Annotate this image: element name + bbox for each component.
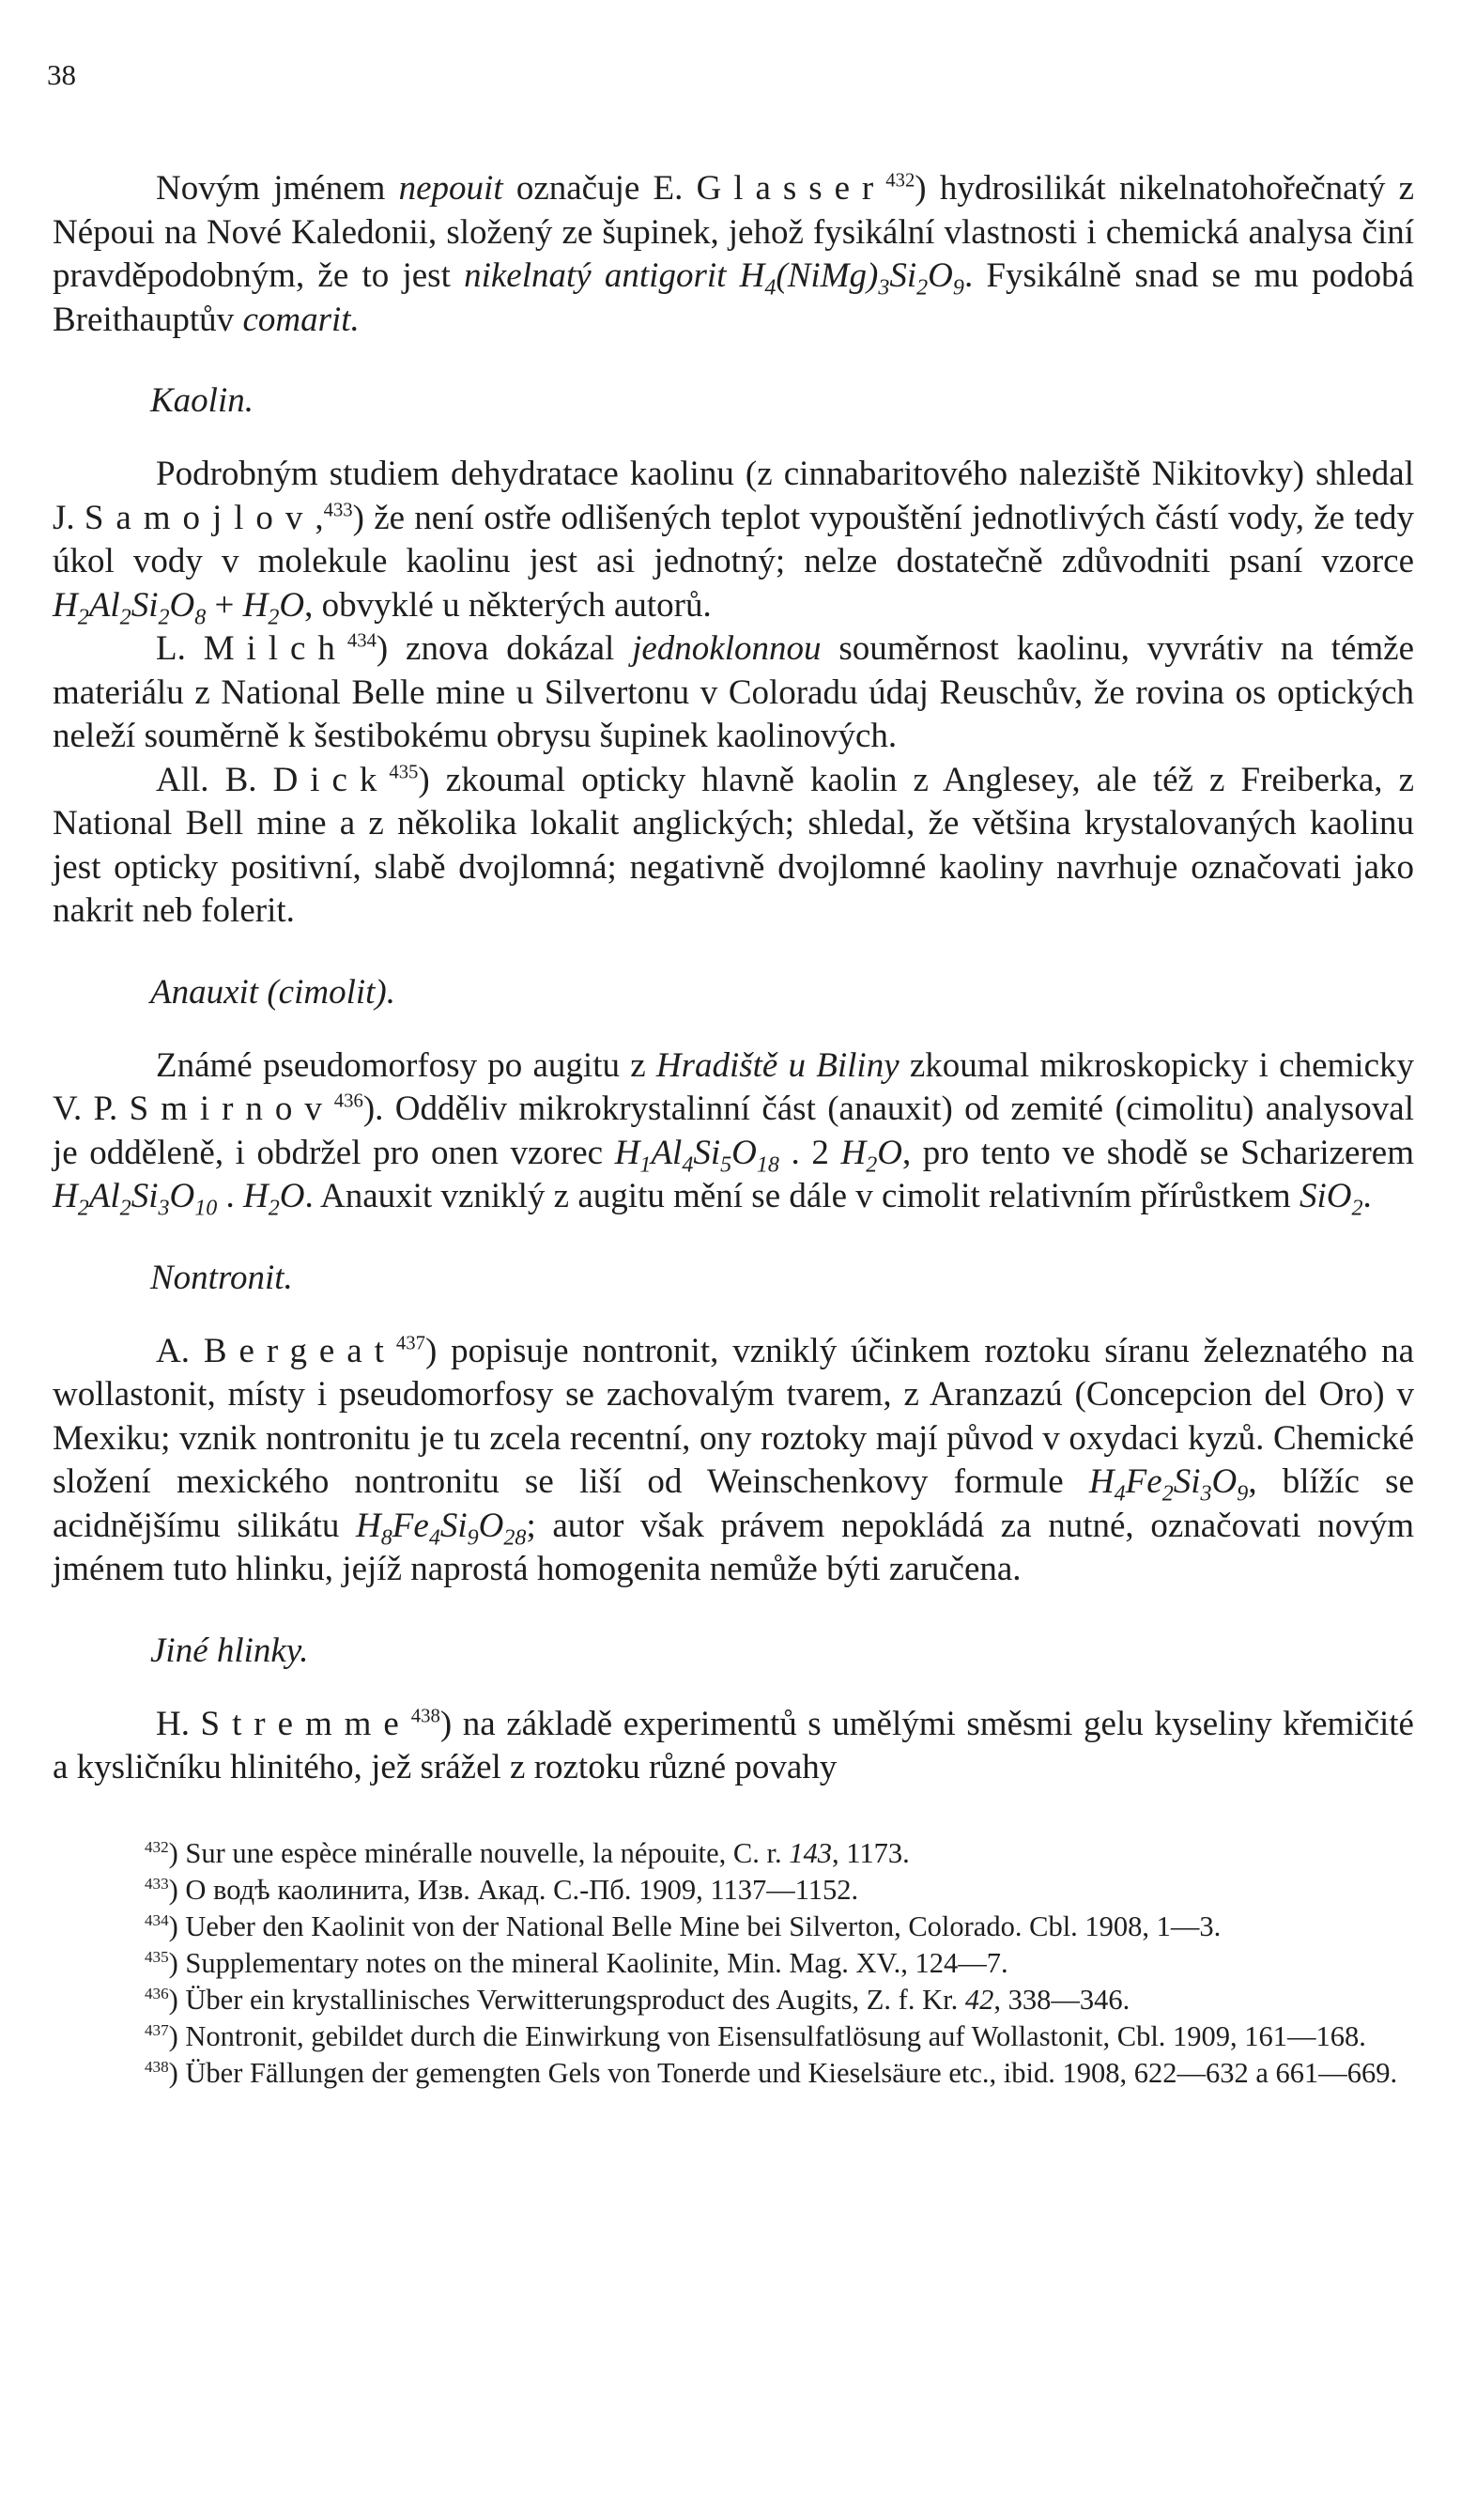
paragraph-samojlov: Podrobným studiem dehydratace kaolinu (z cinnabaritového naleziště Nikitovky) shledal J. Samojlov,$^{433}$) že není ostře odlišených teplot vypouštění jednotlivých částí vody, že tedy úkol vody v molekule kaolinu jest asi jednotný; nelze dostatečně zdůvodniti psaní vzorce $H_2Al_2Si_2O_8 + H_2O$, obvyklé u některých autorů. <box>53 455 1414 629</box>
footnote-432: $^{432}$) Sur une espèce minéralle nouvelle, la népouite, C. r. 143, 1173. <box>145 1836 910 1869</box>
footnotes <box>53 1835 1414 2092</box>
paragraph-milch: L. Milch$^{434}$) znova dokázal jednoklonnou souměrnost kaolinu, vyvrátiv na témže materiálu z National Belle mine u Silvertonu v Coloradu údaj Reuschův, že rovina os optických neleží souměrně k šestibokému obrysu šupinek kaolinových. <box>53 629 1414 755</box>
footnote-434: $^{434}$) Ueber den Kaolinit von der National Belle Mine bei Silverton, Colorado. Cbl. 1908, 1—3. <box>145 1909 1222 1942</box>
heading-anauxit: Anauxit (cimolit). <box>150 972 395 1012</box>
footnote-438: $^{438}$) Über Fällungen der gemengten Gels von Tonerde und Kieselsäure etc., ibid. 1908, 622—632 a 661—669. <box>145 2056 1398 2089</box>
paragraph-nepouit: Novým jménem nepouit označuje E. Glasser$^{432}$) hydrosilikát nikelnatohořečnatý z Népoui na Nové Kaledonii, složený ze šupinek, jehož fysikální vlastnosti i chemická analysa činí pravděpodobným, že to jest nikelnatý antigorit $H_4(NiMg)_3Si_2O_9$. Fysikálně snad se mu podobá Breithauptův comarit. <box>53 169 1415 339</box>
heading-jine-hlinky: Jiné hlinky. <box>150 1631 309 1670</box>
footnote-437: $^{437}$) Nontronit, gebildet durch die Einwirkung von Eisensulfatlösung auf Wollastonit, Cbl. 1909, 161—168. <box>145 2019 1366 2052</box>
footnote-433: $^{433}$) О водѣ каолинита, Изв. Акад. С.-Пб. 1909, 1137—1152. <box>145 1873 859 1906</box>
page-body <box>53 167 1414 2092</box>
heading-nontronit: Nontronit. <box>150 1258 293 1297</box>
page-number: 38 <box>47 58 76 91</box>
footnote-435: $^{435}$) Supplementary notes on the mineral Kaolinite, Min. Mag. XV., 124—7. <box>145 1946 1008 1979</box>
paragraph-dick: All. B. Dick$^{435}$) zkoumal opticky hlavně kaolin z Anglesey, ale též z Freiberka, z National Bell mine a z několika lokalit anglických; shledal, že většina krystalovaných kaolinu jest opticky positivní, slabě dvojlomná; negativně dvojlomné kaoliny navrhuje označovati jako nakrit neb folerit. <box>53 760 1414 930</box>
paragraph-stremme: H. Stremme$^{438}$) na základě experimentů s umělými směsmi gelu kyseliny křemičité a kysličníku hlinitého, jež srážel z roztoku různé povahy <box>53 1704 1414 1786</box>
footnote-436: $^{436}$) Über ein krystallinisches Verwitterungsproduct des Augits, Z. f. Kr. 42, 338—346. <box>145 1983 1130 2016</box>
heading-kaolin: Kaolin. <box>150 381 254 420</box>
paragraph-bergeat: A. Bergeat$^{437}$) popisuje nontronit, vzniklý účinkem roztoku síranu železnatého na wollastonit, místy i pseudomorfosy se zachovalým tvarem, z Aranzazú (Concepcion del Oro) v Mexiku; vznik nontronitu je tu zcela recentní, ony roztoky mají původ v oxydaci kyzů. Chemické složení mexického nontronitu se liší od Weinschenkovy formule $H_4Fe_2Si_3O_9$, blížíc se acidnějšímu silikátu $H_8Fe_4Si_9O_{28}$; autor však právem nepokládá za nutné, označovati novým jménem tuto hlinku, jejíž naprostá homogenita nemůže býti zaručena. <box>53 1331 1414 1588</box>
paragraph-smirnov: Známé pseudomorfosy po augitu z Hradiště u Biliny zkoumal mikroskopicky i chemicky V. P. Smirnov$^{436}$). Odděliv mikrokrystalinní část (anauxit) od zemité (cimolitu) analysoval je odděleně, i obdržel pro onen vzorec $H_1Al_4Si_5O_{18}$ . 2 $H_2O$, pro tento ve shodě se Scharizerem $H_2Al_2Si_3O_{10}$ . $H_2O$. Anauxit vzniklý z augitu mění se dále v cimolit relativním přírůstkem SiO$_2$. <box>53 1045 1414 1221</box>
